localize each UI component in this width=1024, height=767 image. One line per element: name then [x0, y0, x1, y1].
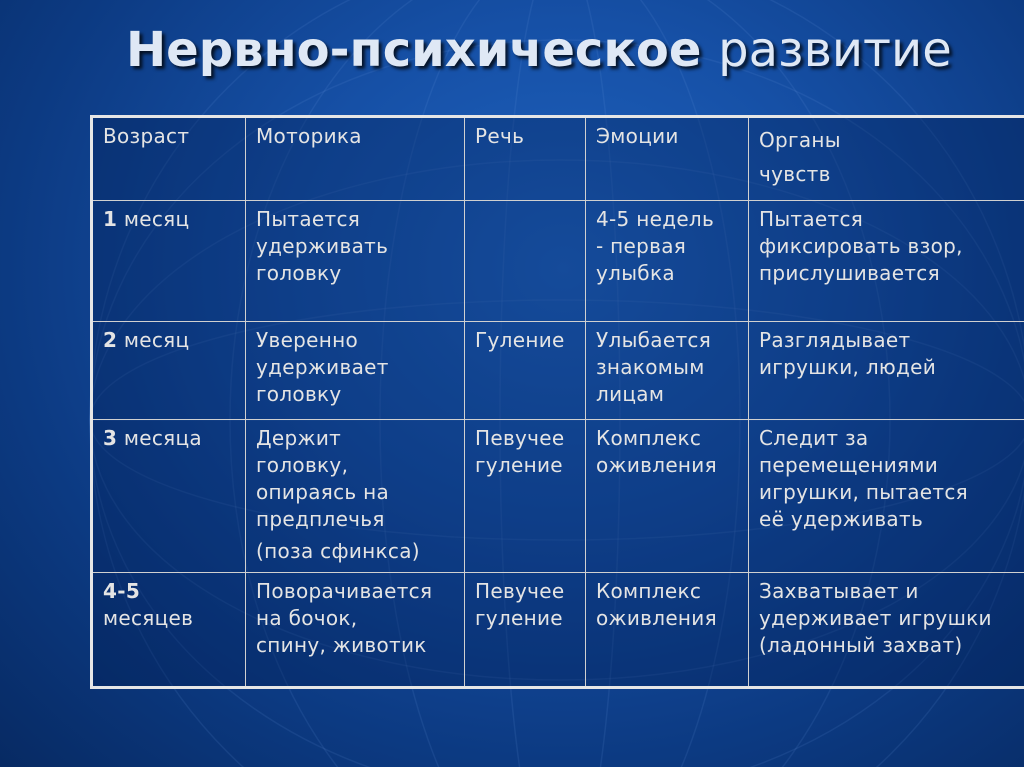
cell-senses: Разглядывает игрушки, людей	[749, 322, 1024, 420]
header-emotions: Эмоции	[586, 117, 749, 201]
cell-speech: Певучее гуление	[465, 420, 586, 573]
cell-motor: Уверенно удерживает головку	[246, 322, 465, 420]
slide-title	[126, 22, 952, 78]
table-header-row	[92, 117, 1024, 201]
cell-motor: Поворачивается на бочок, спину, животик	[246, 573, 465, 688]
cell-emotions: Улыбается знакомым лицам	[586, 322, 749, 420]
slide-title-normal: развитие	[718, 22, 952, 78]
cell-age: 4-5 месяцев	[92, 573, 246, 688]
header-age: Возраст	[92, 117, 246, 201]
cell-emotions: Комплекс оживления	[586, 420, 749, 573]
table-row	[92, 420, 1024, 573]
cell-speech: Гуление	[465, 322, 586, 420]
table-row	[92, 573, 1024, 688]
cell-motor: Пытается удерживать головку	[246, 201, 465, 322]
cell-emotions: 4-5 недель - первая улыбка	[586, 201, 749, 322]
cell-age: 1 месяц	[92, 201, 246, 322]
header-motor: Моторика	[246, 117, 465, 201]
slide-title-bold: Нервно-психическое	[126, 22, 702, 78]
cell-senses: Следит за перемещениями игрушки, пытается её удерживать	[749, 420, 1024, 573]
cell-age: 3 месяца	[92, 420, 246, 573]
cell-senses: Захватывает и удерживает игрушки (ладонный захват)	[749, 573, 1024, 688]
cell-emotions: Комплекс оживления	[586, 573, 749, 688]
table-row	[92, 201, 1024, 322]
cell-speech	[465, 201, 586, 322]
cell-speech: Певучее гуление	[465, 573, 586, 688]
header-senses: Органы чувств	[749, 117, 1024, 201]
cell-senses: Пытается фиксировать взор, прислушивается	[749, 201, 1024, 322]
table-row	[92, 322, 1024, 420]
header-speech: Речь	[465, 117, 586, 201]
cell-age: 2 месяц	[92, 322, 246, 420]
development-table	[90, 115, 1024, 689]
cell-motor: Держит головку, опираясь на предплечья (поза сфинкса)	[246, 420, 465, 573]
